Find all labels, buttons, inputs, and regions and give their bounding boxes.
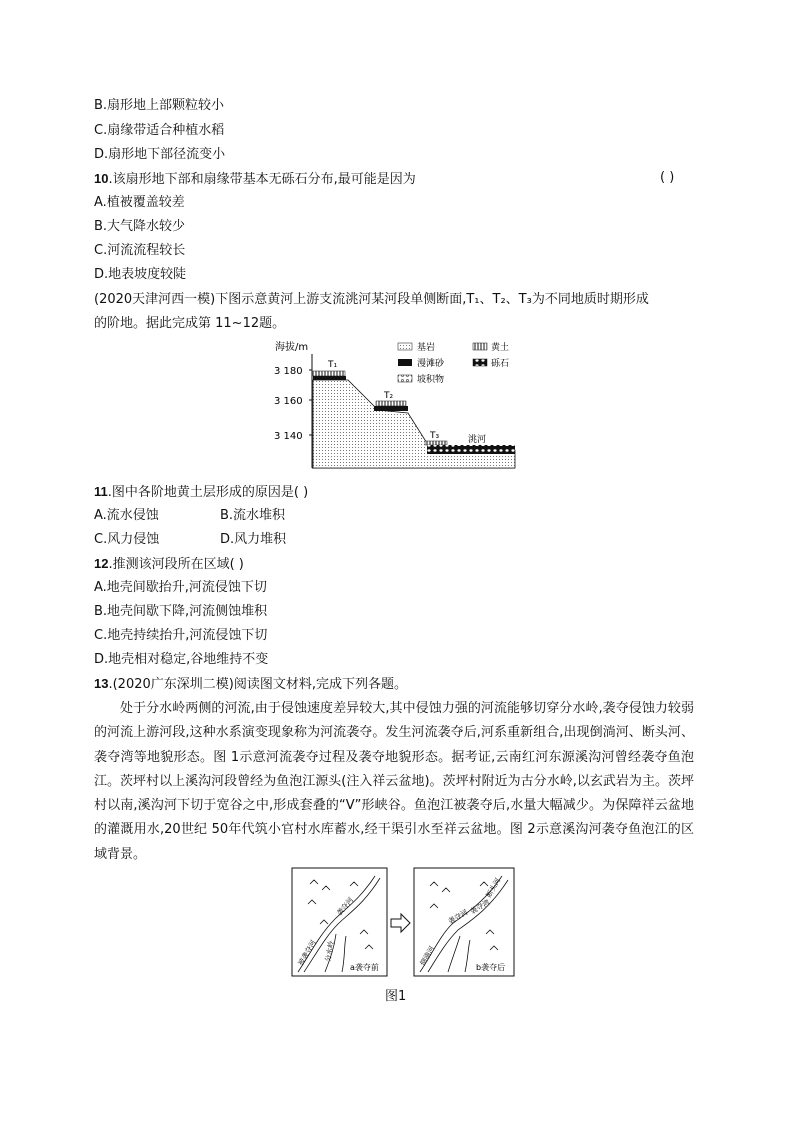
q9-option-c: C.扇缘带适合种植水稻 <box>94 123 225 138</box>
q10-number: 10 <box>94 171 109 186</box>
transition-arrow <box>391 914 410 932</box>
legend-sand: 漫滩砂 <box>417 359 445 369</box>
q12-option-a: A.地壳间歇抬升,河流侵蚀下切 <box>94 580 267 595</box>
after-capture-label: 袭夺河 <box>447 908 470 926</box>
before-captured-label: 被袭夺河 <box>296 938 318 967</box>
q9-option-d: D.扇形地下部径流变小 <box>94 147 226 162</box>
floodplain-sand <box>455 446 515 449</box>
tick-3160: 3 160 <box>274 396 303 407</box>
tick-3180: 3 180 <box>274 366 303 377</box>
legend-loess: 黄土 <box>491 343 510 353</box>
figure-caption: 图1 <box>385 989 407 1004</box>
t1-sand <box>313 376 346 380</box>
q11-option-b: B.流水堆积 <box>220 508 286 523</box>
q10-answer-bracket: ( ) <box>660 170 675 185</box>
t2-loess <box>376 401 406 406</box>
t3-loess <box>425 441 447 445</box>
q11-option-c: C.风力侵蚀 <box>94 532 160 547</box>
q10-stem <box>94 170 416 189</box>
tick-3140: 3 140 <box>274 431 303 442</box>
intro-line-2: 的阶地。据此完成第 11~12题。 <box>94 316 286 331</box>
terrace-cross-section-figure <box>270 338 530 473</box>
q12-option-d: D.地壳相对稳定,谷地维持不变 <box>94 652 269 667</box>
q11-text: .图中各阶地黄土层形成的原因是( ) <box>107 485 309 500</box>
q13-text: .(2020广东深圳二模)阅读图文材料,完成下列各题。 <box>108 677 407 692</box>
q10-option-c: C.河流流程较长 <box>94 243 186 258</box>
q13-paragraph: 处于分水岭两侧的河流,由于侵蚀速度差异较大,其中侵蚀力强的河流能够切穿分水岭,袭夺侵蚀力较弱的河流上游河段,这种水系演变现象称为河流袭夺。发生河流袭夺后,河系重新组合,出现倒淌河、断头河、袭夺湾等地貌形态。图 1示意河流袭夺过程及袭夺地貌形态。据考证,云南红河东源溪沟河曾经袭夺鱼泡江。茨坪村以上溪沟河段曾经为鱼泡江源头(注入祥云盆地)。茨坪村附近为古分水岭,以玄武岩为主。茨坪村以南,溪沟河下切于宽谷之中,形成套叠的“V”形峡谷。鱼泡江被袭夺后,水量大幅减少。为保障祥云盆地的灌溉用水,20世纪 50年代筑小官村水库蓄水,经干渠引水至祥云盆地。图 2示意溪沟河袭夺鱼泡江的区域背景。 <box>94 701 694 862</box>
caption-after: b袭夺后 <box>476 963 506 972</box>
intro-line-1: (2020天津河西一模)下图示意黄河上游支流洮河某河段单侧断面,T₁、T₂、T₃为不同地质时期形成 <box>94 292 649 307</box>
legend-gravel: 砾石 <box>491 359 510 369</box>
t2-label: T₂ <box>384 391 394 401</box>
q10-option-a: A.植被覆盖较差 <box>94 195 185 210</box>
q12-option-c: C.地壳持续抬升,河流侵蚀下切 <box>94 628 268 643</box>
q11-option-a: A.流水侵蚀 <box>94 508 159 523</box>
q11-option-d: D.风力堆积 <box>220 532 287 547</box>
q12-text: .推测该河段所在区域( ) <box>108 557 244 572</box>
after-reverse-label: 倒淌河 <box>418 944 437 967</box>
legend-bedrock: 基岩 <box>417 343 436 353</box>
t3-label: T₃ <box>430 431 440 441</box>
q13-number: 13 <box>94 676 109 691</box>
legend-slope-deposit: 坡积物 <box>417 375 445 385</box>
river-label: 洮河 <box>468 435 487 445</box>
q13-stem <box>94 675 407 694</box>
river-capture-figure <box>290 864 520 982</box>
caption-before: a袭夺前 <box>350 963 379 972</box>
bedrock-layer <box>313 380 515 468</box>
q10-text: .该扇形地下部和扇缘带基本无砾石分布,最可能是因为 <box>108 172 416 187</box>
y-axis-label: 海拔/m <box>275 342 309 353</box>
q10-option-b: B.大气降水较少 <box>94 219 186 234</box>
q12-number: 12 <box>94 556 109 571</box>
after-bend-label: 袭夺湾 <box>469 898 492 916</box>
after-headless-label: 断头河 <box>484 876 503 899</box>
q12-stem <box>94 555 244 574</box>
q11-number: 11 <box>94 484 108 499</box>
q12-option-b: B.地壳间歇下降,河流侧蚀堆积 <box>94 604 268 619</box>
before-divide-label: 分水岭 <box>324 940 336 963</box>
t2-sand <box>374 406 408 411</box>
q10-option-d: D.地表坡度较陡 <box>94 267 187 282</box>
t1-label: T₁ <box>328 360 338 370</box>
q11-stem <box>94 483 308 502</box>
t1-loess <box>313 371 345 376</box>
q9-option-b: B.扇形地上部颗粒较小 <box>94 98 225 113</box>
before-river-label: 袭夺河 <box>335 896 356 918</box>
